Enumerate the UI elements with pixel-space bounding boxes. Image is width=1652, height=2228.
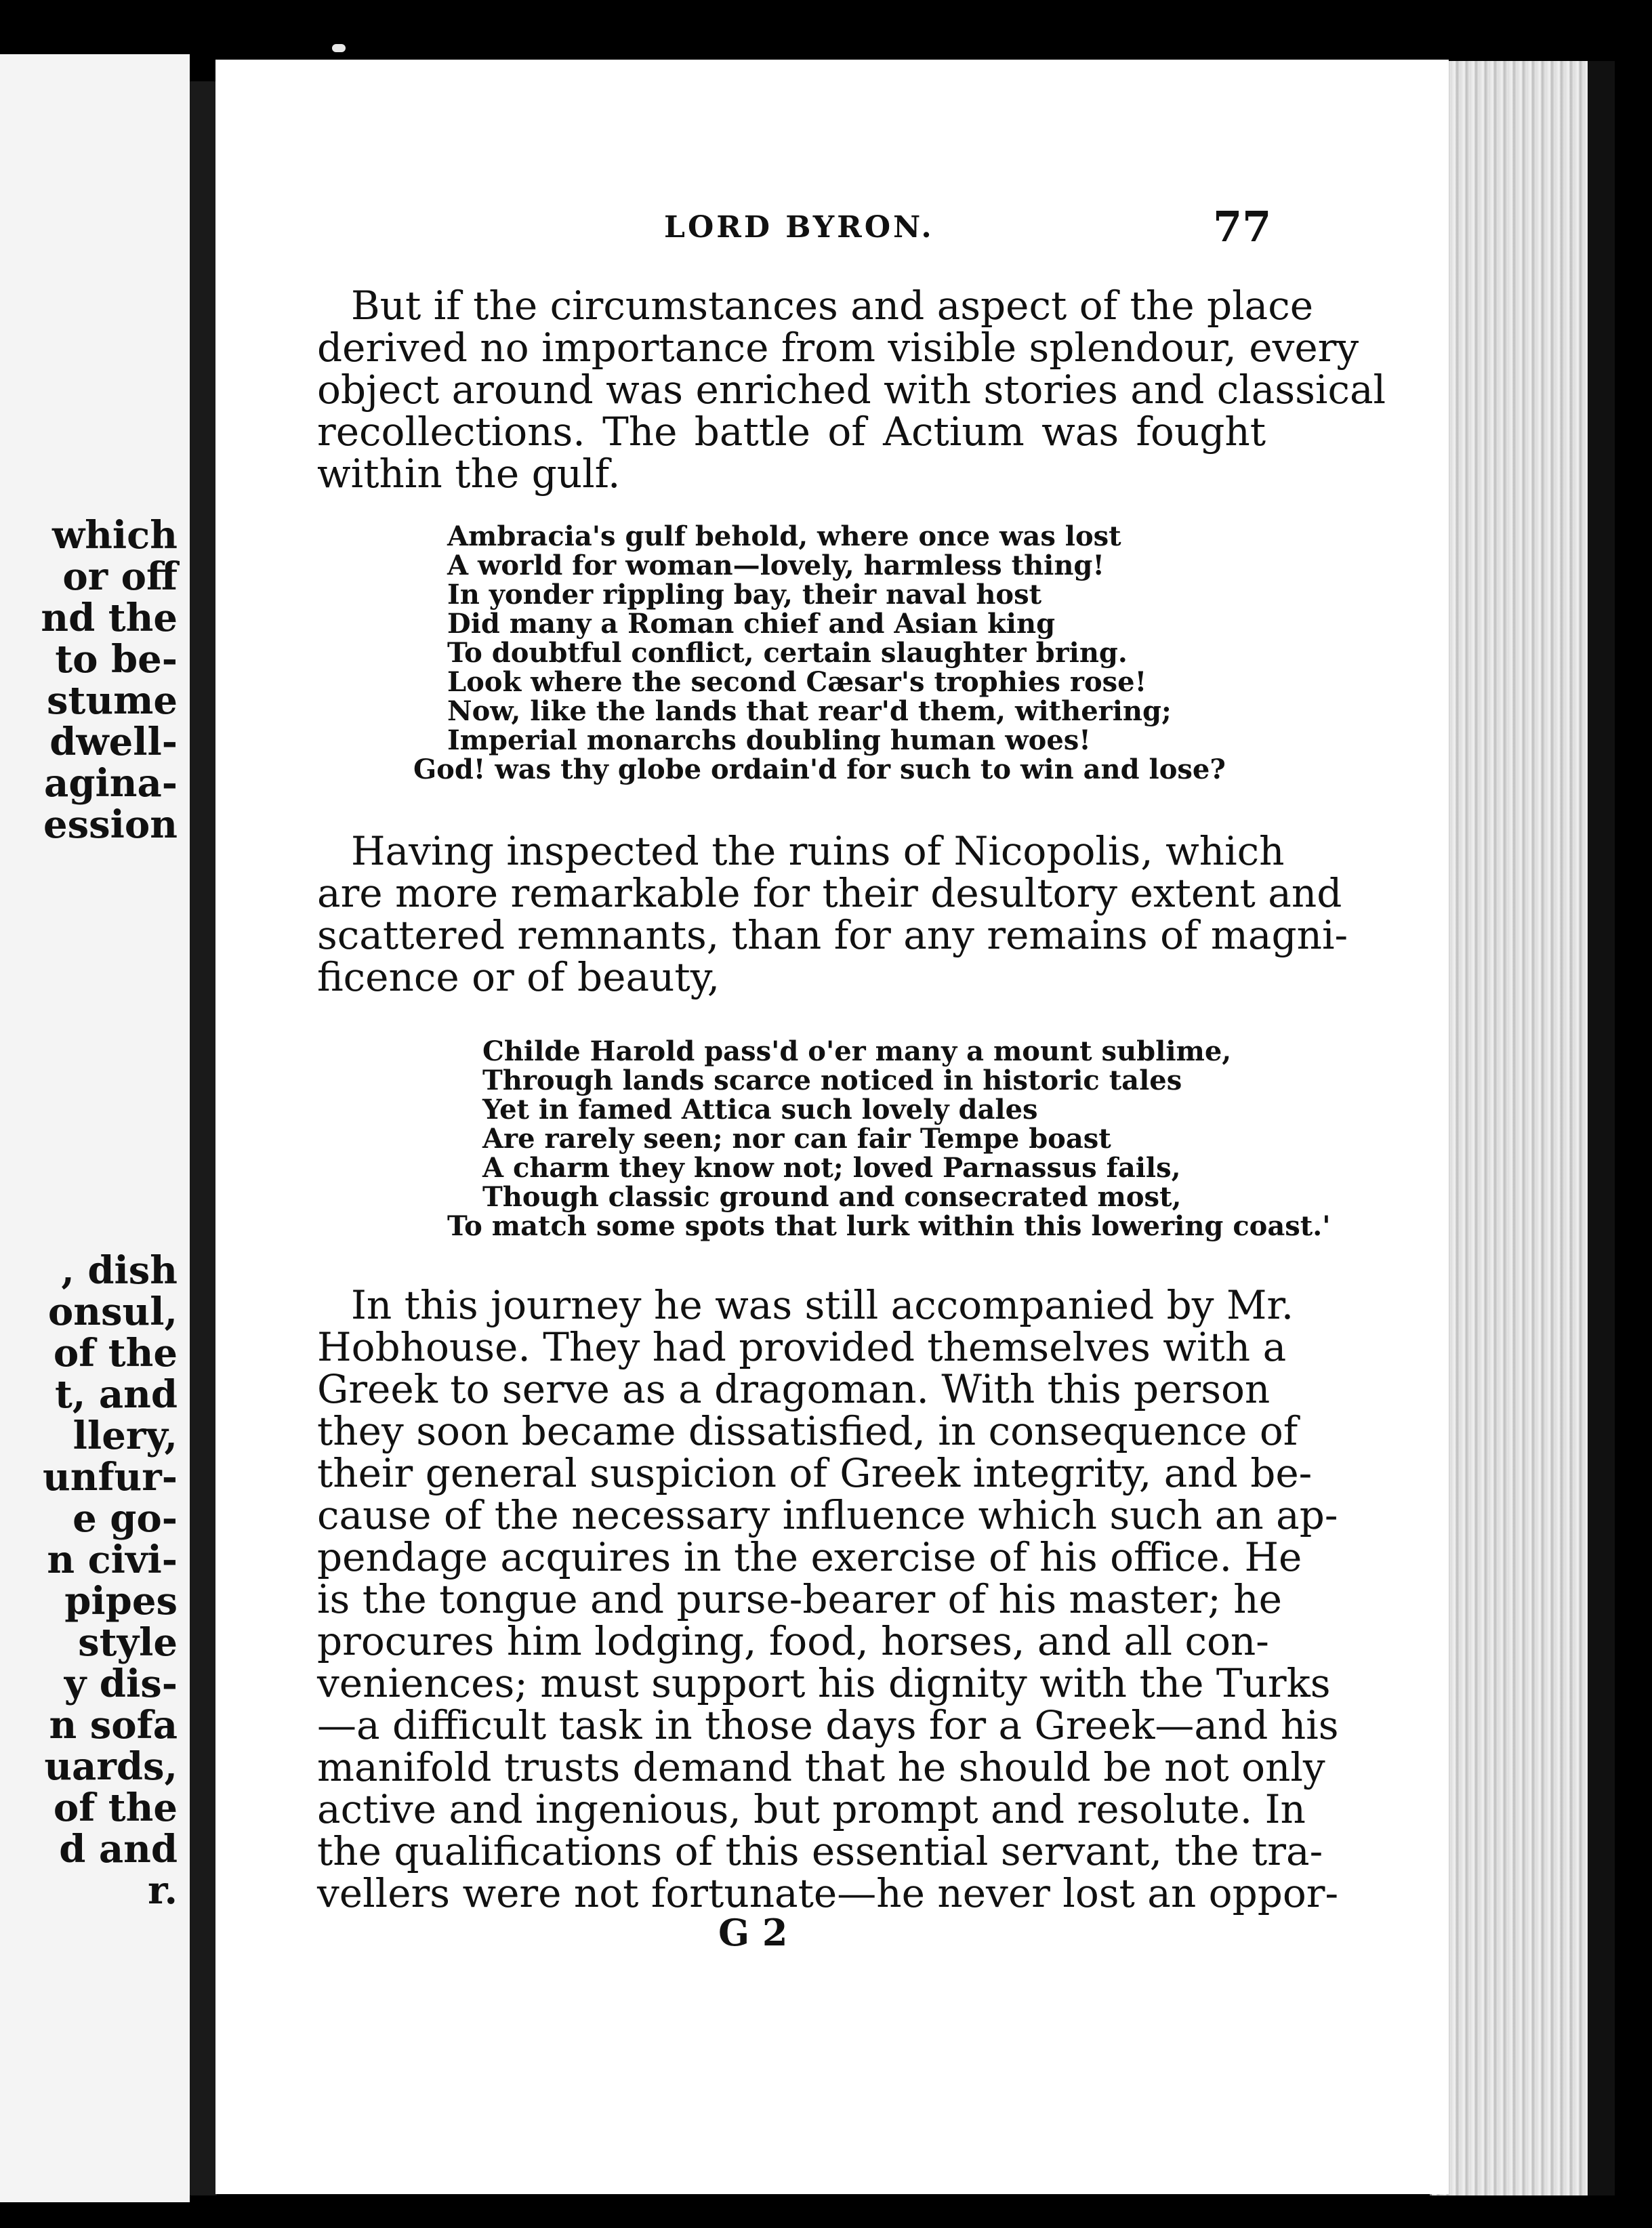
text-line: ficence or of beauty, [317, 954, 720, 1000]
paragraph-2 [317, 828, 1348, 1000]
left-page-text-upper [41, 515, 178, 846]
left-line: e go- [73, 1496, 178, 1541]
verse-line: Yet in famed Attica such lovely dales [482, 1094, 1038, 1126]
left-line: n sofa [49, 1703, 178, 1748]
left-line: r. [148, 1868, 178, 1913]
text-line: procures him lodging, food, horses, and all con- [317, 1618, 1269, 1664]
left-line: d and [59, 1827, 178, 1872]
running-title: LORD BYRON. [664, 210, 934, 245]
text-line: Hobhouse. They had provided themselves with a [317, 1324, 1287, 1370]
left-line: stume [47, 678, 178, 723]
verse-line: God! was thy globe ordain'd for such to win and lose? [413, 754, 1226, 785]
text-line: scattered remnants, than for any remains of magni- [317, 912, 1348, 958]
text-line: vellers were not fortunate—he never lost an oppor- [317, 1870, 1339, 1916]
left-line: pipes [64, 1579, 178, 1624]
verse-line: Though classic ground and consecrated most, [482, 1181, 1182, 1213]
paragraph-1 [317, 283, 1386, 497]
verse-line: In yonder rippling bay, their naval host [447, 579, 1042, 611]
verse-line: Did many a Roman chief and Asian king [447, 608, 1056, 640]
verse-line: To match some spots that lurk within this lowering coast.' [447, 1210, 1331, 1242]
text-line: In this journey he was still accompanied by Mr. [351, 1282, 1294, 1328]
verse-line: A world for woman—lovely, harmless thing! [447, 550, 1104, 581]
left-line: dwell- [49, 720, 178, 764]
text-line: active and ingenious, but prompt and resolute. In [317, 1786, 1306, 1832]
left-line: agina- [44, 761, 178, 806]
verse-line: To doubtful conflict, certain slaughter bring. [447, 637, 1128, 669]
left-line: nd the [41, 596, 178, 640]
left-line: onsul, [47, 1290, 178, 1334]
verse-line: A charm they know not; loved Parnassus fails, [482, 1152, 1181, 1184]
left-line: ession [43, 802, 178, 847]
verse-line: Now, like the lands that rear'd them, withering; [447, 695, 1172, 727]
text-line: cause of the necessary influence which such an ap- [317, 1492, 1338, 1538]
left-line: to be- [55, 637, 178, 682]
left-line: style [78, 1620, 178, 1665]
left-line: y dis- [64, 1662, 178, 1706]
verse-line: Are rarely seen; nor can fair Tempe boast [482, 1123, 1111, 1155]
verse-line: Look where the second Cæsar's trophies rose! [447, 666, 1147, 698]
facing-page-left [0, 54, 190, 2202]
verse-1 [413, 520, 1226, 785]
left-line: uards, [44, 1744, 178, 1789]
left-line: of the [53, 1331, 178, 1376]
verse-line: Childe Harold pass'd o'er many a mount sublime, [482, 1035, 1232, 1067]
text-line: the qualifications of this essential servant, the tra- [317, 1828, 1323, 1874]
text-line: are more remarkable for their desultory extent and [317, 870, 1342, 916]
left-page-text-lower [43, 1250, 178, 1912]
text-line: pendage acquires in the exercise of his office. He [317, 1534, 1302, 1580]
text-line: within the gulf. [317, 451, 621, 497]
text-line: veniences; must support his dignity with the Turks [317, 1660, 1331, 1706]
text-line: they soon became dissatisfied, in consequence of [317, 1408, 1298, 1454]
left-line: llery, [73, 1414, 178, 1458]
text-line: Having inspected the ruins of Nicopolis, which [351, 828, 1285, 874]
text-line: recollections. The battle of Actium was fought [317, 409, 1266, 455]
book-gutter [190, 81, 217, 2195]
text-line: derived no importance from visible splendour, every [317, 325, 1359, 371]
paragraph-3 [317, 1282, 1339, 1916]
left-line: or off [62, 554, 178, 599]
left-line: n civi- [47, 1538, 178, 1582]
page-number: 77 [1213, 202, 1272, 251]
page-block-edges [1430, 61, 1615, 2195]
verse-2 [447, 1035, 1331, 1242]
signature-mark: G 2 [718, 1911, 788, 1954]
text-line: Greek to serve as a dragoman. With this person [317, 1366, 1271, 1412]
text-line: their general suspicion of Greek integrity, and be- [317, 1450, 1313, 1496]
text-line: But if the circumstances and aspect of the place [351, 283, 1314, 329]
text-line: is the tongue and purse-bearer of his master; he [317, 1576, 1282, 1622]
verse-line: Through lands scarce noticed in historic tales [482, 1065, 1182, 1096]
left-line: of the [53, 1786, 178, 1830]
text-line: object around was enriched with stories and classical [317, 367, 1386, 413]
scan-speck [332, 44, 346, 52]
verse-line: Ambracia's gulf behold, where once was lost [447, 520, 1121, 552]
left-line: which [51, 513, 178, 558]
left-line: , dish [61, 1248, 178, 1293]
text-line: —a difficult task in those days for a Greek—and his [317, 1702, 1339, 1748]
left-line: unfur- [43, 1455, 178, 1500]
text-line: manifold trusts demand that he should be not only [317, 1744, 1325, 1790]
left-line: t, and [54, 1372, 178, 1417]
verse-line: Imperial monarchs doubling human woes! [447, 724, 1091, 756]
